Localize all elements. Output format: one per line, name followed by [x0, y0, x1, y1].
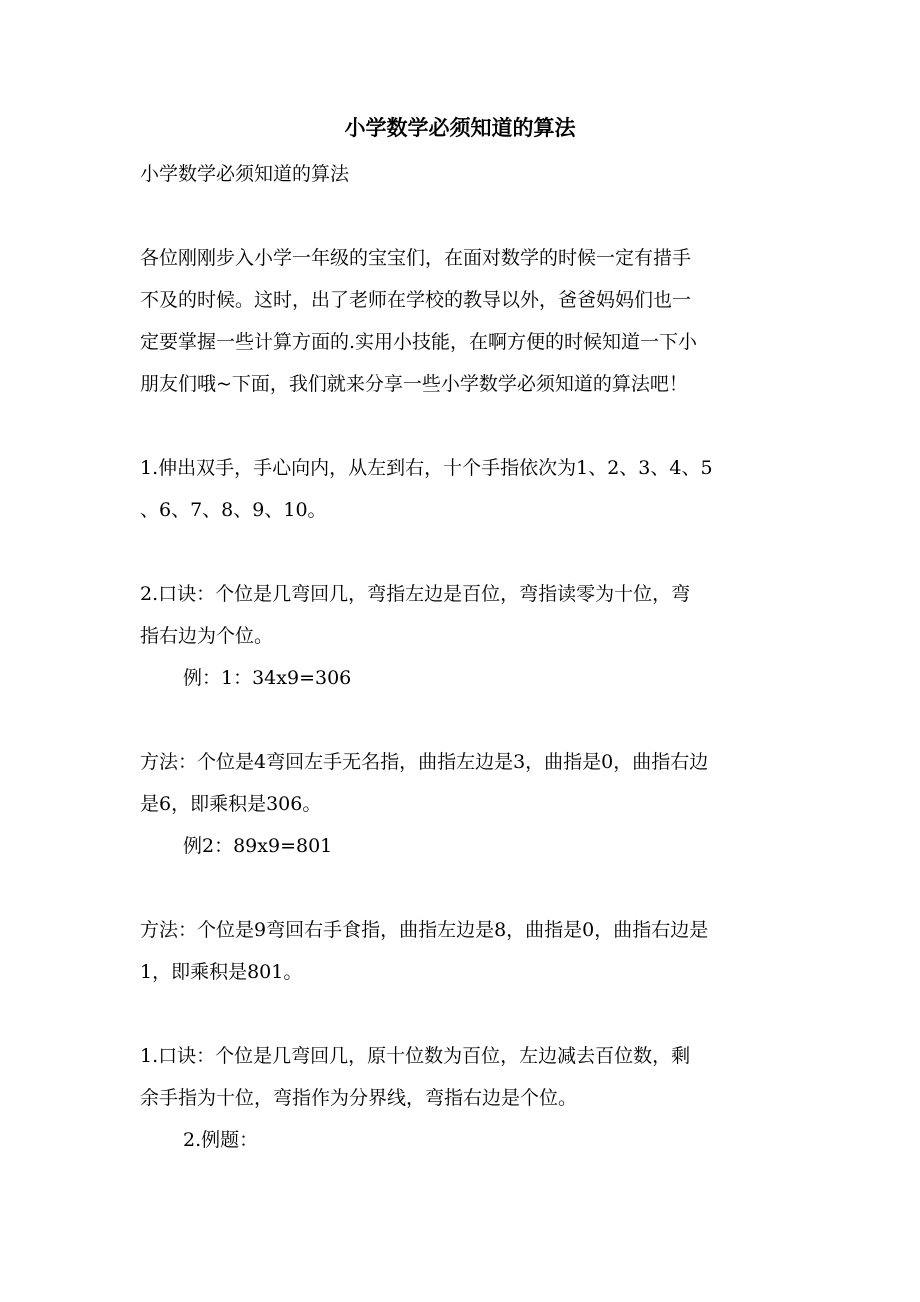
rule2-line-1: 1.口诀：个位是几弯回几，原十位数为百位，左边减去百位数，剩 — [140, 1045, 691, 1067]
intro-line-4: 朋友们哦~下面，我们就来分享一些小学数学必须知道的算法吧！ — [140, 373, 688, 395]
intro-line-2: 不及的时候。这时，出了老师在学校的教导以外，爸爸妈妈们也一 — [140, 289, 692, 311]
intro-line-1: 各位刚刚步入小学一年级的宝宝们，在面对数学的时候一定有措手 — [140, 247, 692, 269]
step2-line-2: 指右边为个位。 — [140, 625, 274, 647]
step2-line-1: 2.口诀：个位是几弯回几，弯指左边是百位，弯指读零为十位，弯 — [140, 583, 691, 605]
step1-line-2: 、6、7、8、9、10。 — [140, 499, 327, 521]
method1-line-1: 方法：个位是4弯回左手无名指，曲指左边是3，曲指是0，曲指右边 — [140, 751, 709, 773]
subtitle: 小学数学必须知道的算法 — [140, 163, 350, 185]
document-title: 小学数学必须知道的算法 — [344, 115, 576, 140]
method2-line-2: 1，即乘积是801。 — [140, 961, 303, 983]
method2-line-1: 方法：个位是9弯回右手食指，曲指左边是8，曲指是0，曲指右边是 — [140, 919, 709, 941]
example-1: 例：1：34x9=306 — [183, 667, 352, 689]
rule2-line-2: 余手指为十位，弯指作为分界线，弯指右边是个位。 — [140, 1087, 578, 1109]
intro-line-3: 定要掌握一些计算方面的.实用小技能，在啊方便的时候知道一下小 — [140, 331, 698, 353]
example-2: 例2：89x9=801 — [183, 835, 333, 857]
step1-line-1: 1.伸出双手，手心向内，从左到右，十个手指依次为1、2、3、4、5 — [140, 457, 713, 479]
example-heading: 2.例题： — [183, 1129, 259, 1151]
method1-line-2: 是6，即乘积是306。 — [140, 793, 322, 815]
